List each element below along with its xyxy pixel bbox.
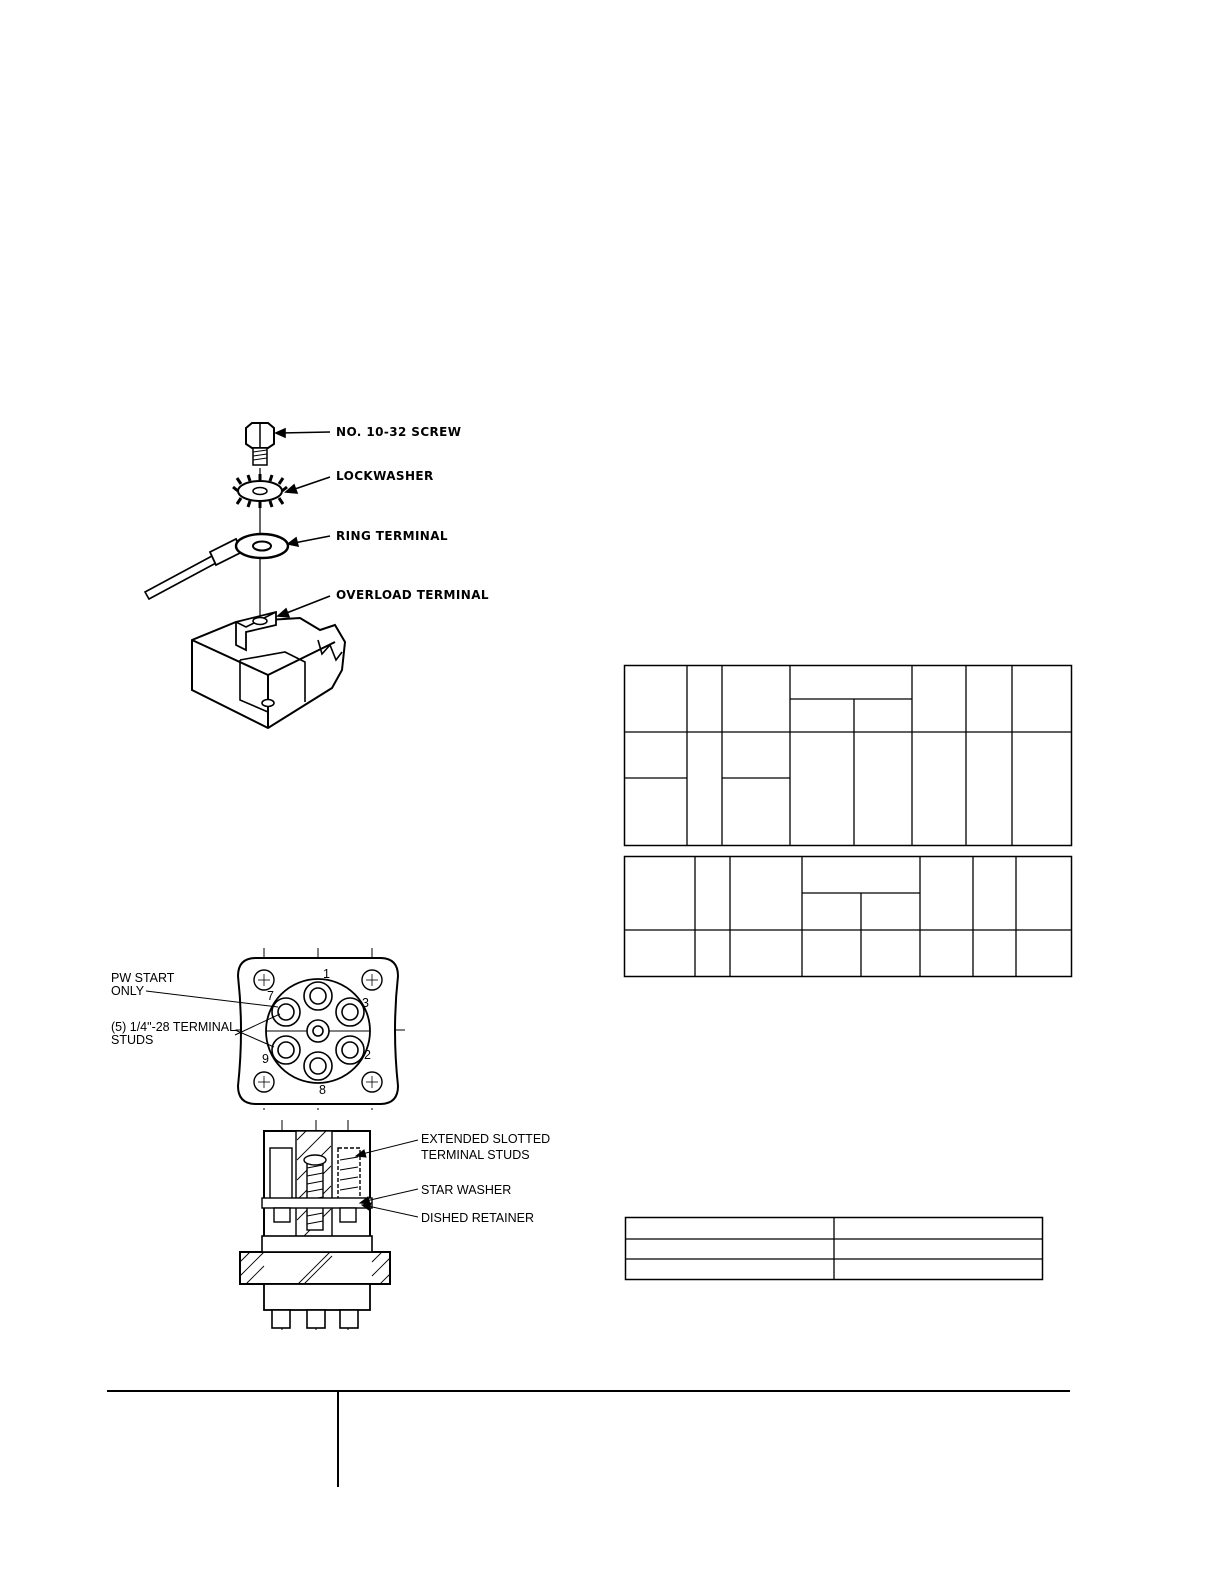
data-table-3 xyxy=(623,1216,1045,1281)
screw-icon xyxy=(246,423,274,465)
ring-terminal-icon xyxy=(145,534,288,599)
overload-block-icon xyxy=(192,612,345,728)
label-screw: NO. 10-32 SCREW xyxy=(336,425,462,439)
label-pw-start-only: ONLY xyxy=(111,984,145,998)
terminal-number-7: 7 xyxy=(267,989,274,1003)
label-dished-retainer: DISHED RETAINER xyxy=(421,1211,534,1225)
label-lockwasher: LOCKWASHER xyxy=(336,469,434,483)
label-terminal-studs-2: STUDS xyxy=(111,1033,154,1047)
data-table-2 xyxy=(623,855,1074,979)
label-ring-terminal: RING TERMINAL xyxy=(336,529,448,543)
overload-terminal-figure xyxy=(130,410,510,740)
label-pw-start: PW START xyxy=(111,971,175,985)
leader-lines xyxy=(276,429,330,617)
terminal-number-1: 1 xyxy=(323,967,330,981)
label-star-washer: STAR WASHER xyxy=(421,1183,512,1197)
data-table-1 xyxy=(623,664,1074,847)
label-terminal-studs: (5) 1/4"-28 TERMINAL xyxy=(111,1020,237,1034)
label-overload-terminal: OVERLOAD TERMINAL xyxy=(336,588,489,602)
label-extended-slotted: EXTENDED SLOTTED xyxy=(421,1132,551,1146)
terminal-number-2: 2 xyxy=(364,1048,371,1062)
terminal-block-section-view xyxy=(240,1120,390,1332)
terminal-block-figure xyxy=(105,945,555,1335)
terminal-number-3: 3 xyxy=(362,996,369,1010)
terminal-number-8: 8 xyxy=(319,1083,326,1097)
footer-rule-horizontal xyxy=(107,1390,1070,1392)
label-terminal-studs-section: TERMINAL STUDS xyxy=(421,1148,530,1162)
footer-rule-vertical xyxy=(337,1391,339,1487)
terminal-number-9: 9 xyxy=(262,1052,269,1066)
lockwasher-icon xyxy=(233,474,287,508)
terminal-block-plan-view xyxy=(236,948,405,1110)
